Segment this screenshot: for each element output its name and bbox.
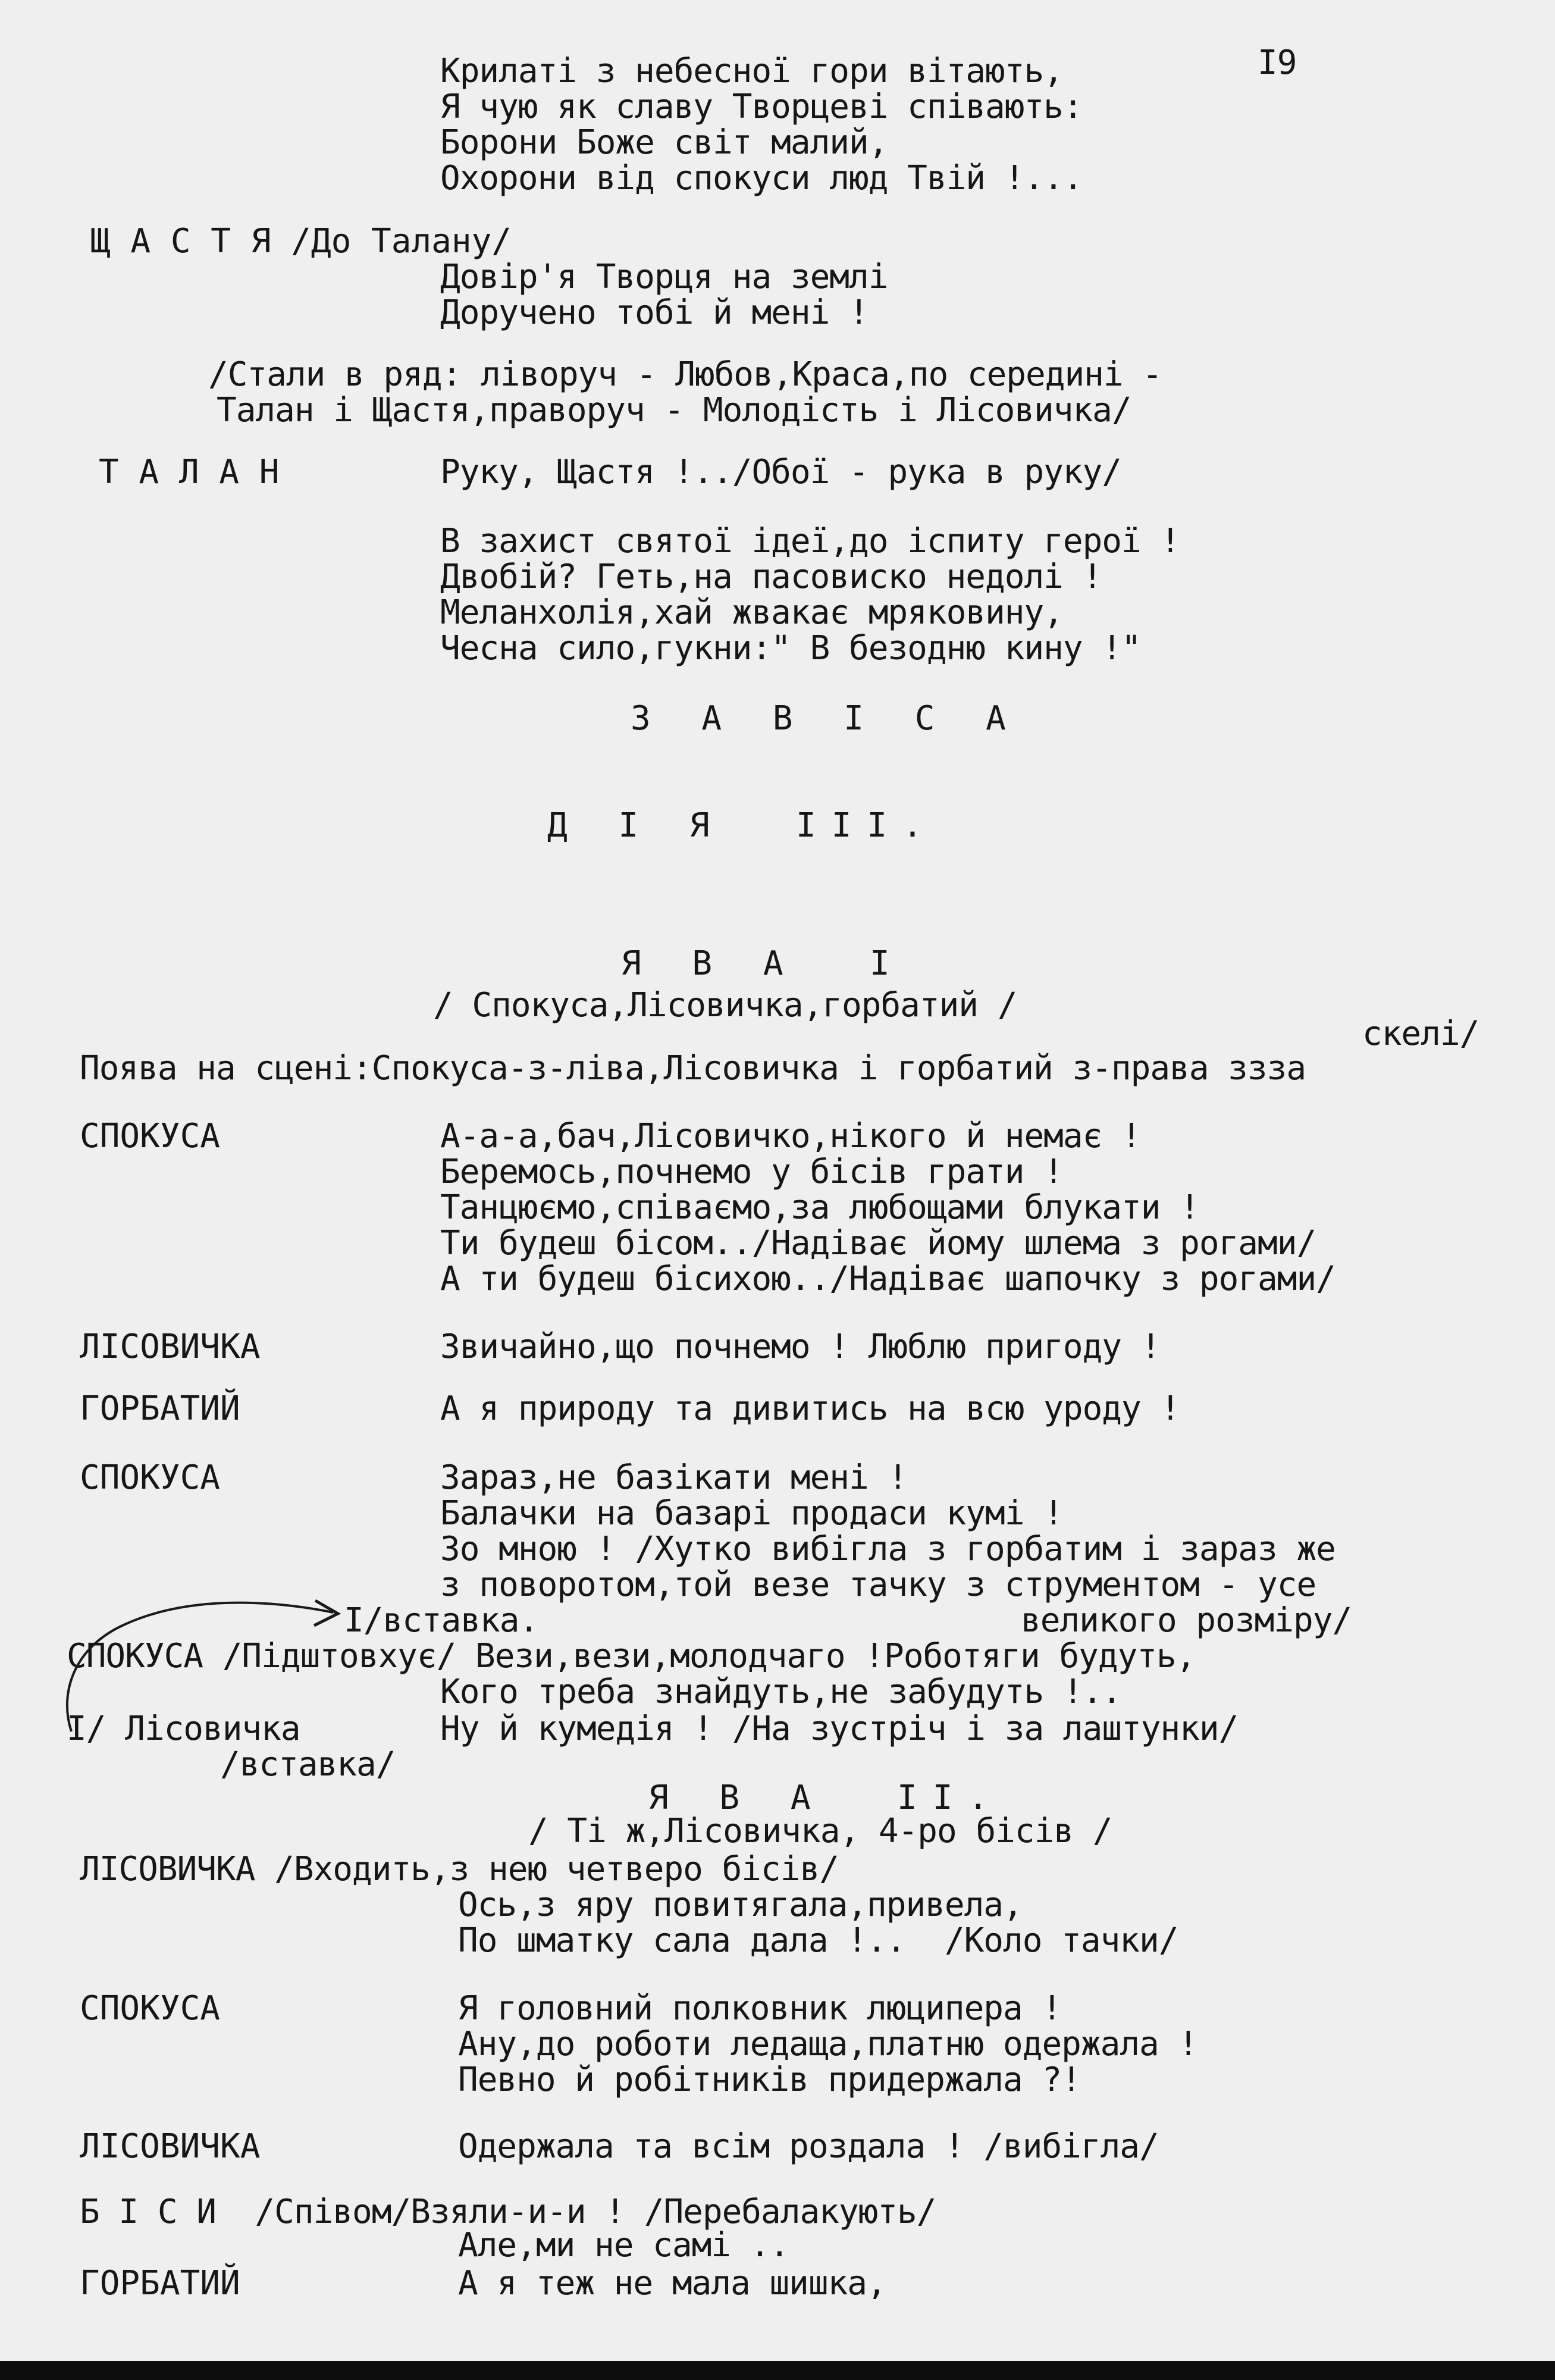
verse-line: Доручено тобі й мені ! bbox=[440, 293, 869, 332]
verse-line: Зараз,не базікати мені ! bbox=[440, 1458, 908, 1497]
speaker-name: ГОРБАТИЙ bbox=[80, 2264, 240, 2303]
verse-line: Ану,до роботи ледаща,платню одержала ! bbox=[458, 2025, 1198, 2063]
speaker-name: ЛІСОВИЧКА bbox=[80, 1327, 261, 1366]
verse-line: Чесна сило,гукни:" В безодню кину !" bbox=[440, 629, 1141, 668]
verse-line: Руку, Щастя !../Обої - рука в руку/ bbox=[440, 453, 1122, 491]
stage-direction: Поява на сцені:Спокуса-з-ліва,Лісовичка і горбатий з-права ззза bbox=[80, 1049, 1306, 1088]
verse-line: з поворотом,той везе тачку з струментом - усе bbox=[440, 1565, 1316, 1604]
speaker-name: СПОКУСА bbox=[80, 1117, 221, 1155]
verse-line: Звичайно,що почнемо ! Люблю пригоду ! bbox=[440, 1327, 1161, 1366]
stage-direction: Талан і Щастя,праворуч - Молодість і Лісовичка/ bbox=[217, 391, 1131, 430]
stage-direction: великого розміру/ bbox=[1021, 1601, 1352, 1640]
speaker-name: СПОКУСА bbox=[80, 1989, 221, 2028]
verse-line: Меланхолія,хай жвакає мряковину, bbox=[440, 593, 1063, 632]
verse-line: Ну й кумедія ! /На зустріч і за лаштунки/ bbox=[440, 1709, 1239, 1748]
insert-marker: І/вставка. bbox=[344, 1601, 539, 1640]
verse-line: Довір'я Творця на землі bbox=[440, 258, 888, 296]
verse-line: Беремось,почнемо у бісів грати ! bbox=[440, 1153, 1063, 1191]
speaker-name: ЛІСОВИЧКА bbox=[80, 2127, 261, 2166]
verse-line: А я теж не мала шишка, bbox=[458, 2264, 886, 2303]
scene-cast: / Спокуса,Лісовичка,горбатий / bbox=[433, 986, 1017, 1025]
verse-line: Але,ми не самі .. bbox=[458, 2226, 789, 2265]
stage-direction: /Стали в ряд: ліворуч - Любов,Краса,по середині - bbox=[208, 355, 1162, 394]
speaker-name: ГОРБАТИЙ bbox=[80, 1389, 240, 1428]
insert-marker: І/ Лісовичка bbox=[67, 1709, 300, 1748]
verse-line: В захист святої ідеї,до іспиту герої ! bbox=[440, 522, 1180, 560]
insert-marker: /вставка/ bbox=[220, 1745, 396, 1784]
verse-line: Борони Боже світ малий, bbox=[440, 123, 888, 162]
scene-cast: / Ті ж,Лісовичка, 4-ро бісів / bbox=[528, 1812, 1112, 1850]
verse-line: Охорони від спокуси люд Твій !... bbox=[440, 159, 1083, 198]
verse-line: Ти будеш бісом../Надіває йому шлема з рогами/ bbox=[440, 1224, 1316, 1263]
verse-line: Танцюємо,співаємо,за любощами блукати ! bbox=[440, 1188, 1199, 1227]
stage-direction: скелі/ bbox=[1362, 1014, 1479, 1053]
verse-line: Ось,з яру повитягала,привела, bbox=[458, 1886, 1023, 1924]
verse-line: А ти будеш бісихою../Надіває шапочку з рогами/ bbox=[440, 1260, 1335, 1298]
speaker-line: СПОКУСА /Підштовхує/ Вези,вези,молодчаго !Роботяги будуть, bbox=[67, 1637, 1196, 1676]
scan-edge bbox=[0, 2361, 1555, 2380]
verse-line: А-а-а,бач,Лісовичко,нікого й немає ! bbox=[440, 1117, 1141, 1155]
scene-heading: Я В А ІІ. bbox=[648, 1778, 1004, 1817]
speaker-name: СПОКУСА bbox=[80, 1458, 221, 1497]
verse-line: Крилаті з небесної гори вітають, bbox=[440, 52, 1063, 90]
verse-line: Я чую як славу Творцеві співають: bbox=[440, 87, 1083, 126]
verse-line: Кого треба знайдуть,не забудуть !.. bbox=[440, 1673, 1122, 1711]
verse-line: Одержала та всім роздала ! /вибігла/ bbox=[458, 2127, 1159, 2166]
scene-heading: Я В А І bbox=[621, 944, 905, 983]
page-number: I9 bbox=[1258, 43, 1297, 82]
verse-line: Певно й робітників придержала ?! bbox=[458, 2060, 1081, 2099]
verse-line: Я головний полковник люципера ! bbox=[458, 1989, 1062, 2028]
speaker-line: ЛІСОВИЧКА /Входить,з нею четверо бісів/ bbox=[80, 1850, 839, 1889]
speaker-line: Щ А С Т Я /До Талану/ bbox=[90, 222, 512, 261]
act-heading: Д І Я ІІІ. bbox=[547, 806, 938, 845]
speaker-line: Б І С И /Співом/Взяли-и-и ! /Перебалакують/ bbox=[80, 2193, 936, 2231]
curtain-heading: З А В І С А bbox=[631, 699, 1021, 738]
verse-line: А я природу та дивитись на всю уроду ! bbox=[440, 1389, 1180, 1428]
speaker-name: Т А Л А Н bbox=[99, 453, 280, 491]
verse-line: По шматку сала дала !.. /Коло тачки/ bbox=[458, 1921, 1178, 1960]
verse-line: Зо мною ! /Хутко вибігла з горбатим і зараз же bbox=[440, 1530, 1335, 1568]
verse-line: Двобій? Геть,на пасовиско недолі ! bbox=[440, 558, 1102, 596]
verse-line: Балачки на базарі продаси кумі ! bbox=[440, 1494, 1063, 1533]
